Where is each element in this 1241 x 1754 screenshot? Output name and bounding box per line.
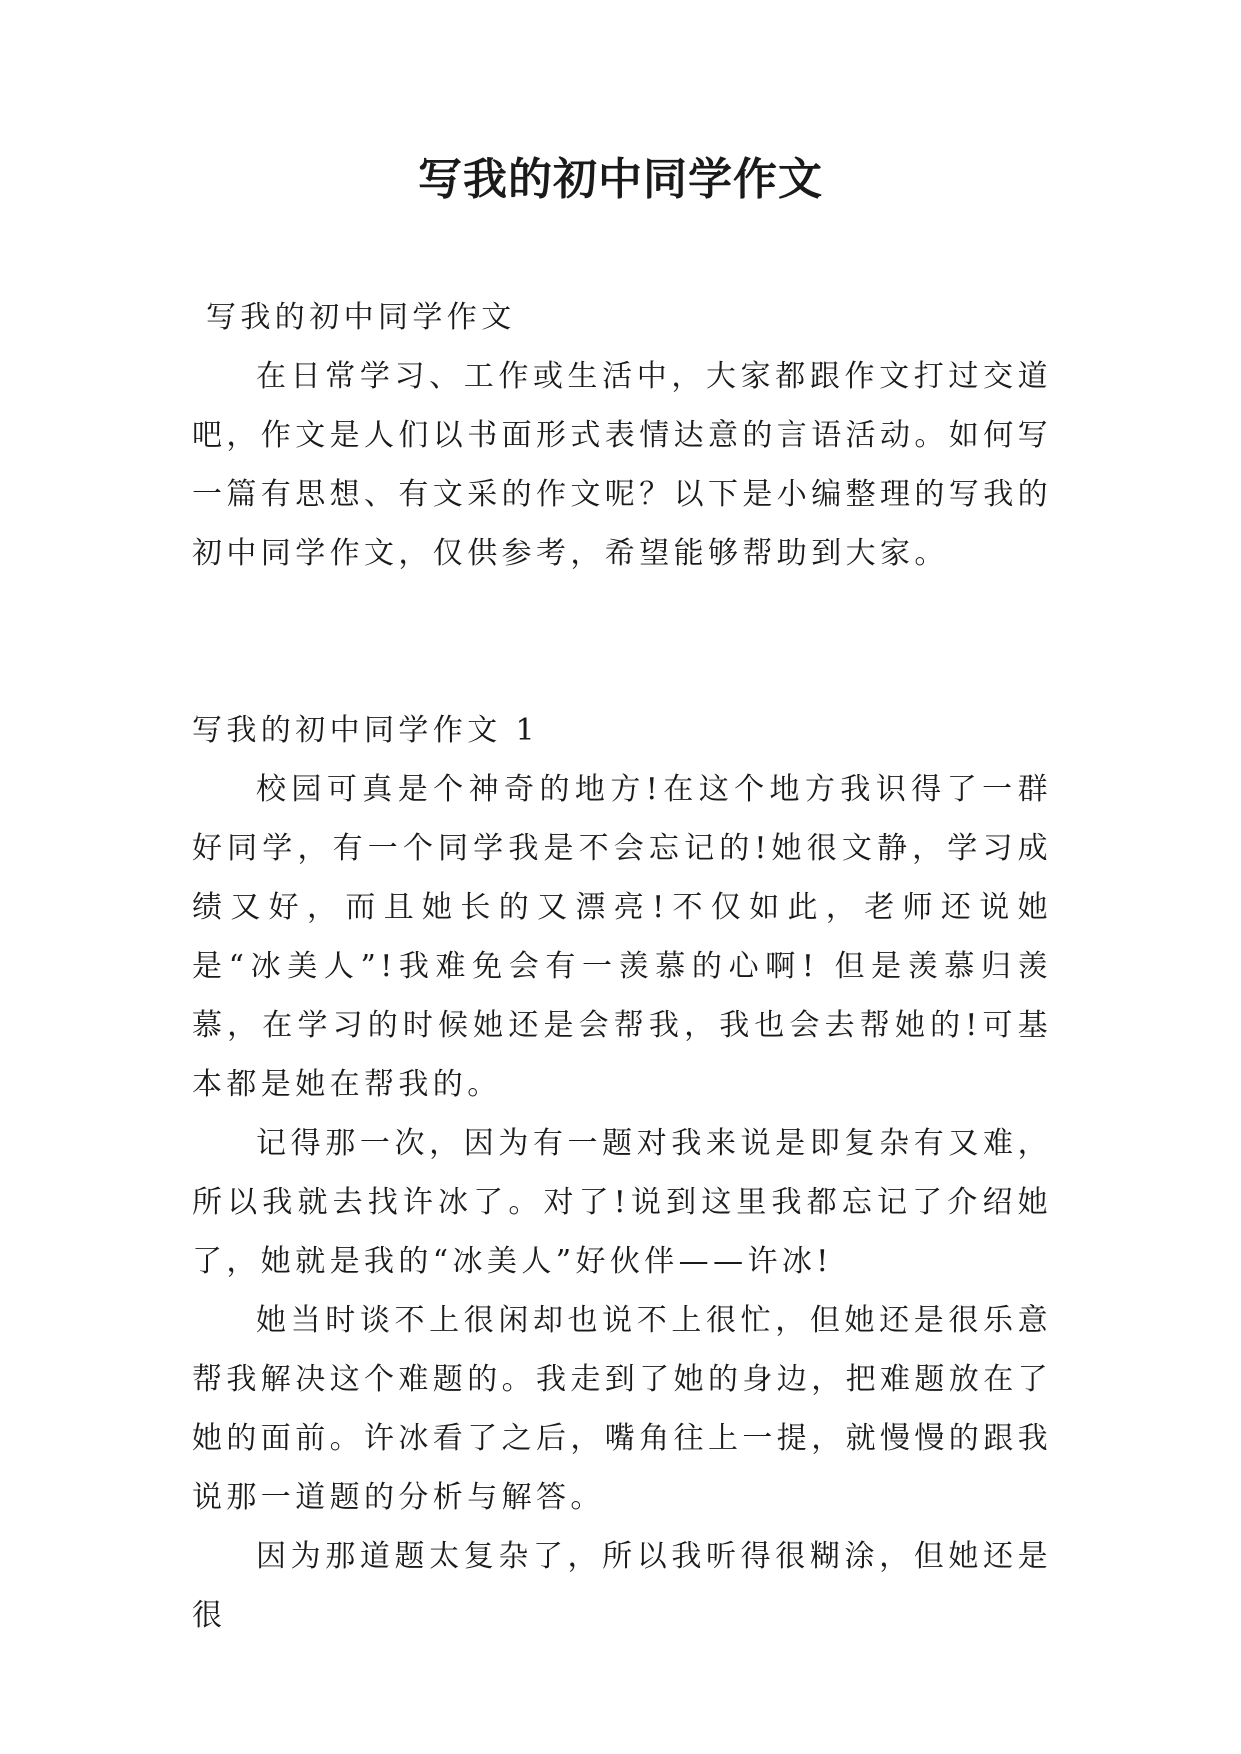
body-paragraph: 她当时谈不上很闲却也说不上很忙，但她还是很乐意帮我解决这个难题的。我走到了她的身边，把难题放在了她的面前。许冰看了之后，嘴角往上一提，就慢慢的跟我说那一道题的分析与解答。 — [192, 1303, 1052, 1515]
body-paragraph: 因为那道题太复杂了，所以我听得很糊涂，但她还是很 — [192, 1539, 1052, 1633]
body-paragraph: 记得那一次，因为有一题对我来说是即复杂有又难，所以我就去找许冰了。对了!说到这里我都忘记了介绍她了，她就是我的“冰美人”好伙伴——许冰! — [192, 1126, 1052, 1279]
section-spacer — [192, 583, 1052, 701]
body-paragraph: 校园可真是个神奇的地方!在这个地方我识得了一群好同学，有一个同学我是不会忘记的!她很文静，学习成绩又好，而且她长的又漂亮!不仅如此，老师还说她是“冰美人”!我难免会有一羡慕的心啊! 但是羡慕归羡慕，在学习的时候她还是会帮我，我也会去帮她的!可基本都是她在帮我的。 — [192, 772, 1052, 1102]
document-body — [192, 288, 1052, 1645]
document-subtitle: 写我的初中同学作文 — [206, 300, 516, 335]
intro-paragraph: 在日常学习、工作或生活中，大家都跟作文打过交道吧，作文是人们以书面形式表情达意的言语活动。如何写一篇有思想、有文采的作文呢？以下是小编整理的写我的初中同学作文，仅供参考，希望能够帮助到大家。 — [192, 359, 1052, 571]
section-heading: 写我的初中同学作文 1 — [192, 713, 540, 748]
document-title: 写我的初中同学作文 — [418, 154, 823, 205]
